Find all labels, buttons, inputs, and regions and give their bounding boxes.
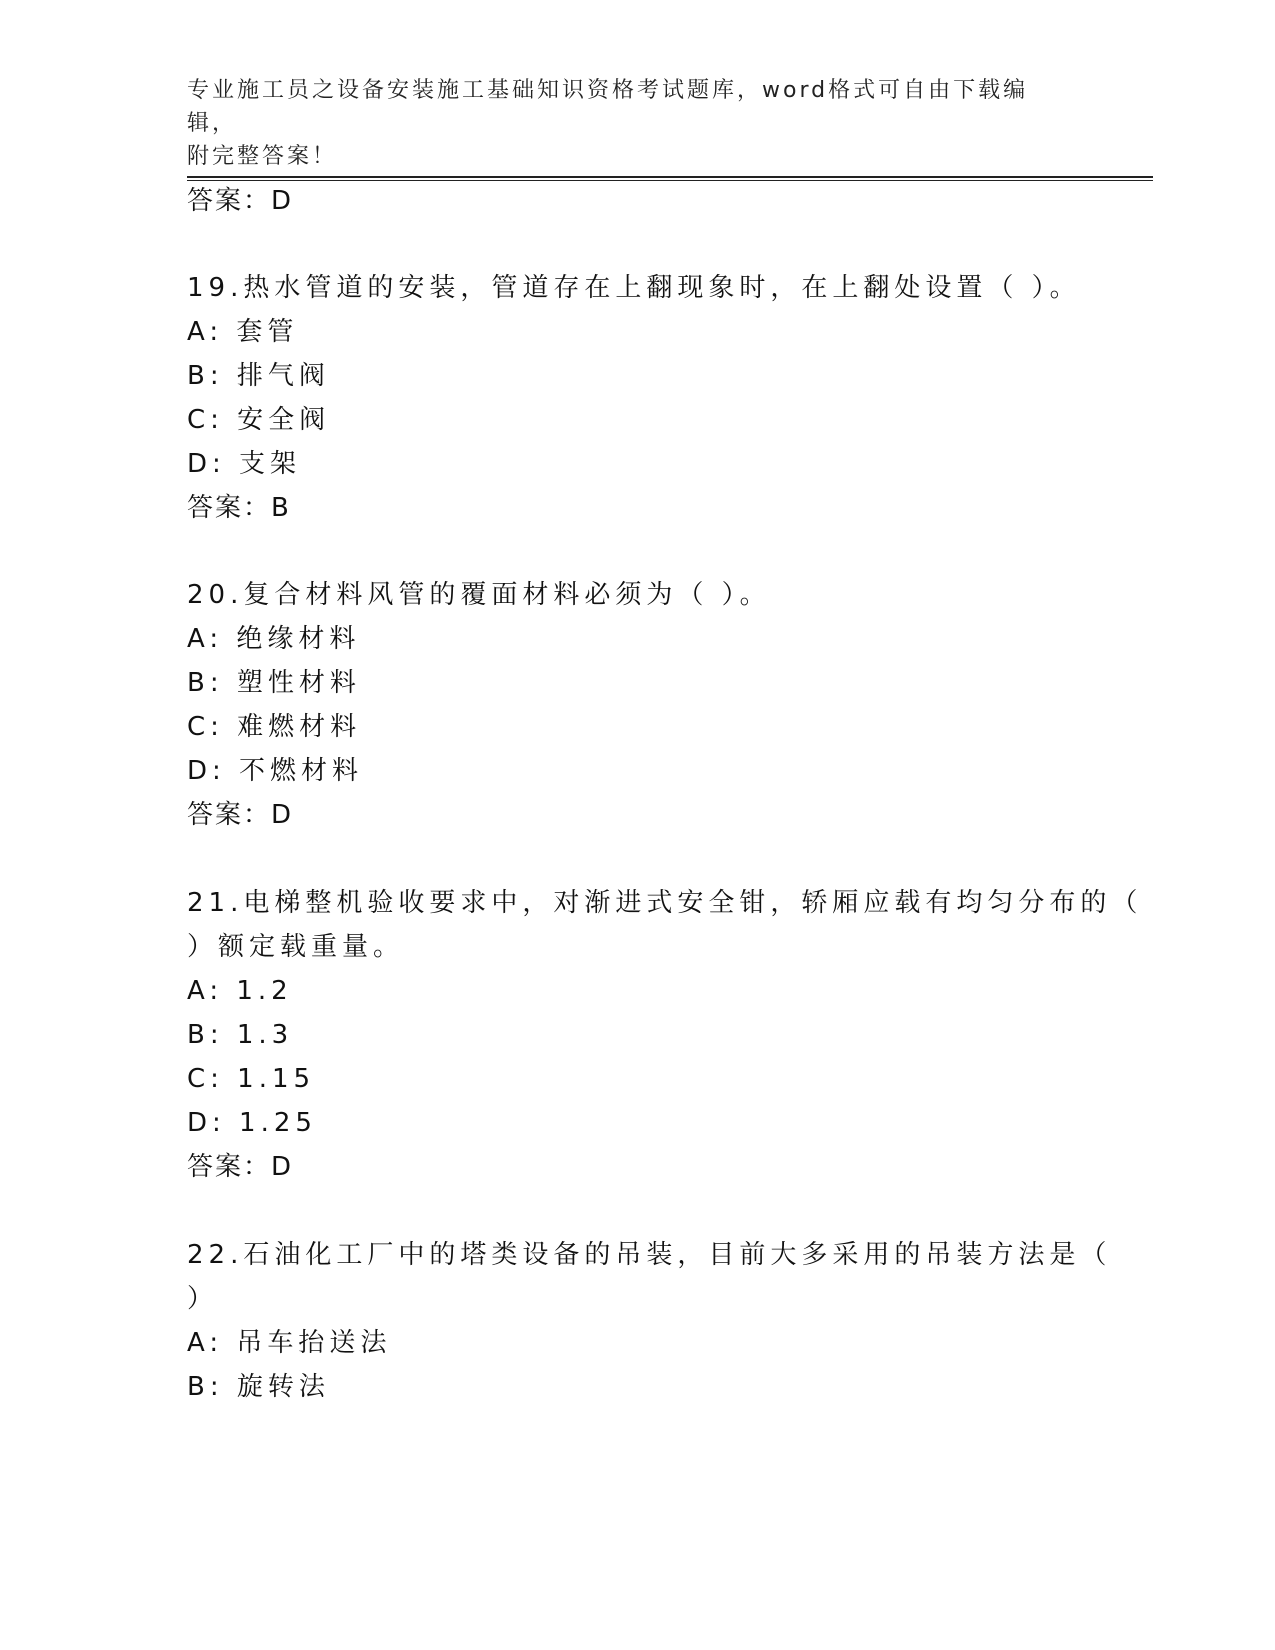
option-c: C: 安全阀 xyxy=(187,405,331,435)
option-b: B: 排气阀 xyxy=(187,361,330,391)
question-stem: 20.复合材料风管的覆面材料必须为（ ）。 xyxy=(187,580,771,610)
option-c: C: 1.15 xyxy=(187,1064,316,1094)
option-b: B: 1.3 xyxy=(187,1020,294,1050)
answer: 答案：D xyxy=(187,1152,294,1182)
option-c: C: 难燃材料 xyxy=(187,712,362,742)
option-b: B: 旋转法 xyxy=(187,1372,330,1402)
previous-answer: 答案：D xyxy=(187,186,294,216)
option-a: A: 套管 xyxy=(187,317,299,347)
option-d: D: 不燃材料 xyxy=(187,756,364,786)
option-a: A: 1.2 xyxy=(187,976,293,1006)
answer: 答案：B xyxy=(187,493,291,523)
option-a: A: 绝缘材料 xyxy=(187,624,361,654)
option-d: D: 1.25 xyxy=(187,1108,317,1138)
option-b: B: 塑性材料 xyxy=(187,668,361,698)
question-stem: 22.石油化工厂中的塔类设备的吊装，目前大多采用的吊装方法是（ xyxy=(187,1240,1112,1270)
header-divider xyxy=(187,176,1153,181)
question-stem: 21.电梯整机验收要求中，对渐进式安全钳，轿厢应载有均匀分布的（ xyxy=(187,888,1143,918)
option-d: D: 支架 xyxy=(187,449,302,479)
question-stem-continued: ）额定载重量。 xyxy=(187,932,405,962)
header-line-2: 附完整答案！ xyxy=(187,144,338,169)
header-line-1: 专业施工员之设备安装施工基础知识资格考试题库，word格式可自由下载编辑， xyxy=(187,78,1029,136)
answer: 答案：D xyxy=(187,800,294,830)
document-header xyxy=(187,74,1067,173)
question-stem: 19.热水管道的安装，管道存在上翻现象时，在上翻处设置（ ）。 xyxy=(187,273,1081,303)
question-stem-continued: ） xyxy=(187,1284,219,1314)
option-a: A: 吊车抬送法 xyxy=(187,1328,392,1358)
